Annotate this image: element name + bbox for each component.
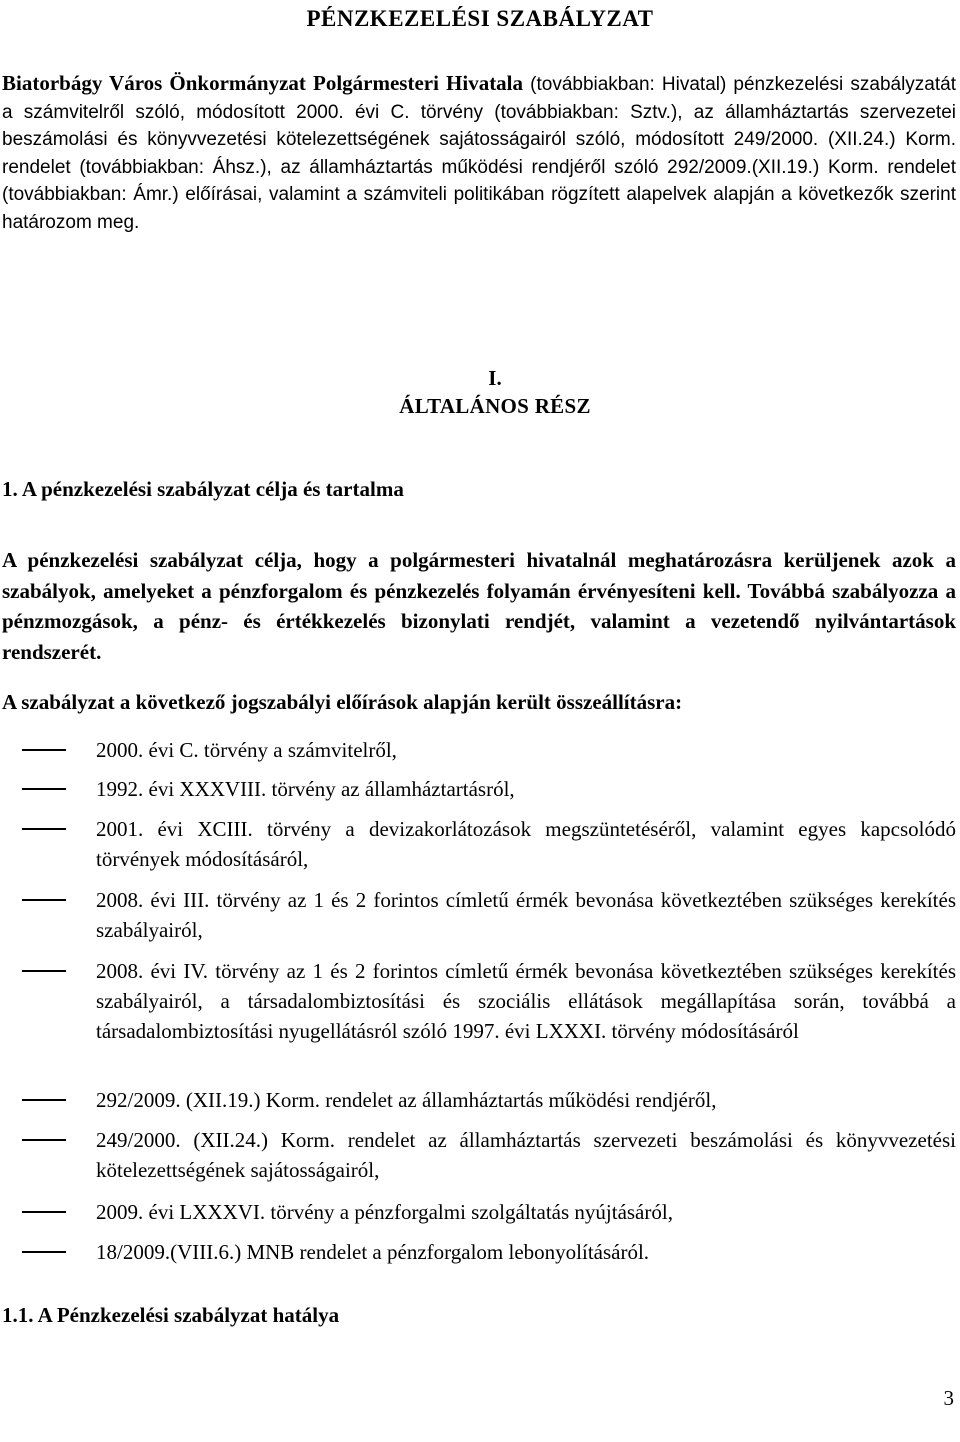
dash-bullet-icon [22,828,66,830]
dash-bullet-icon [22,1139,66,1141]
dash-bullet-icon [22,788,66,790]
dash-bullet-icon [22,749,66,751]
page-number: 3 [943,1386,954,1410]
section-1-heading: 1. A pénzkezelési szabályzat célja és tartalma [2,477,404,501]
legal-basis-lead: A szabályzat a következő jogszabályi előírások alapján került összeállításra: [2,690,683,714]
document-title: PÉNZKEZELÉSI SZABÁLYZAT [306,6,654,31]
dash-bullet-icon [22,1211,66,1213]
intro-issuer: Biatorbágy Város Önkormányzat Polgármesteri Hivatala [2,71,524,95]
list-item-text: 2008. évi IV. törvény az 1 és 2 forintos címletű érmék bevonása következtében szükséges kerekítés szabályairól, a társadalombiztosítási és szociális ellátások megállapítása során, továbbá a társadalombiztosítási nyugellátásról szóló 1997. évi LXXXI. törvény módosításáról [96,959,956,1043]
list-item-text: 249/2000. (XII.24.) Korm. rendelet az államháztartás szervezeti beszámolási és könyvvezetési kötelezettségének sajátosságairól, [96,1128,956,1182]
list-item-text: 2008. évi III. törvény az 1 és 2 forintos címletű érmék bevonása következtében szükséges kerekítés szabályairól, [96,888,956,942]
list-item-text: 292/2009. (XII.19.) Korm. rendelet az államháztartás működési rendjéről, [96,1088,717,1112]
dash-bullet-icon [22,970,66,972]
intro-text: (továbbiakban: Hivatal) pénzkezelési szabályzatát a számvitelről szóló, módosított 2000. évi C. törvény (továbbiakban: Sztv.), az államháztartás szervezetei beszámolási és könyvvezetési kötelezettségének sajátosságairól szóló, módosított 249/2000. (XII.24.) Korm. rendelet (továbbiakban: Áhsz.), az államháztartás működési rendjéről szóló 292/2009.(XII.19.) Korm. rendelet (továbbiakban: Ámr.) előírásai, valamint a számviteli politikában rögzített alapelvek alapján a következők szerint határozom meg. [2,74,956,233]
dash-bullet-icon [22,1099,66,1101]
list-item-text: 18/2009.(VIII.6.) MNB rendelet a pénzforgalom lebonyolításáról. [96,1240,650,1264]
list-item-text: 2001. évi XCIII. törvény a devizakorlátozások megszüntetéséről, valamint egyes kapcsolódó törvények módosításáról, [96,817,956,871]
part-number: I. [488,366,502,390]
list-item-text: 2009. évi LXXXVI. törvény a pénzforgalmi szolgáltatás nyújtásáról, [96,1200,673,1224]
dash-bullet-icon [22,899,66,901]
intro-paragraph [2,70,956,237]
list-item-text: 2000. évi C. törvény a számvitelről, [96,738,397,762]
section-1-paragraph: A pénzkezelési szabályzat célja, hogy a polgármesteri hivatalnál meghatározásra kerüljenek azok a szabályok, amelyeket a pénzforgalom és pénzkezelés folyamán érvényesíteni kell. Továbbá szabályozza a pénzmozgások, a pénz- és értékkezelés bizonylati rendjét, valamint a vezetendő nyilvántartások rendszerét. [2,548,956,664]
section-1-1-heading: 1.1. A Pénzkezelési szabályzat hatálya [2,1303,340,1327]
dash-bullet-icon [22,1251,66,1253]
list-item-text: 1992. évi XXXVIII. törvény az államháztartásról, [96,777,515,801]
part-title: ÁLTALÁNOS RÉSZ [399,394,591,418]
